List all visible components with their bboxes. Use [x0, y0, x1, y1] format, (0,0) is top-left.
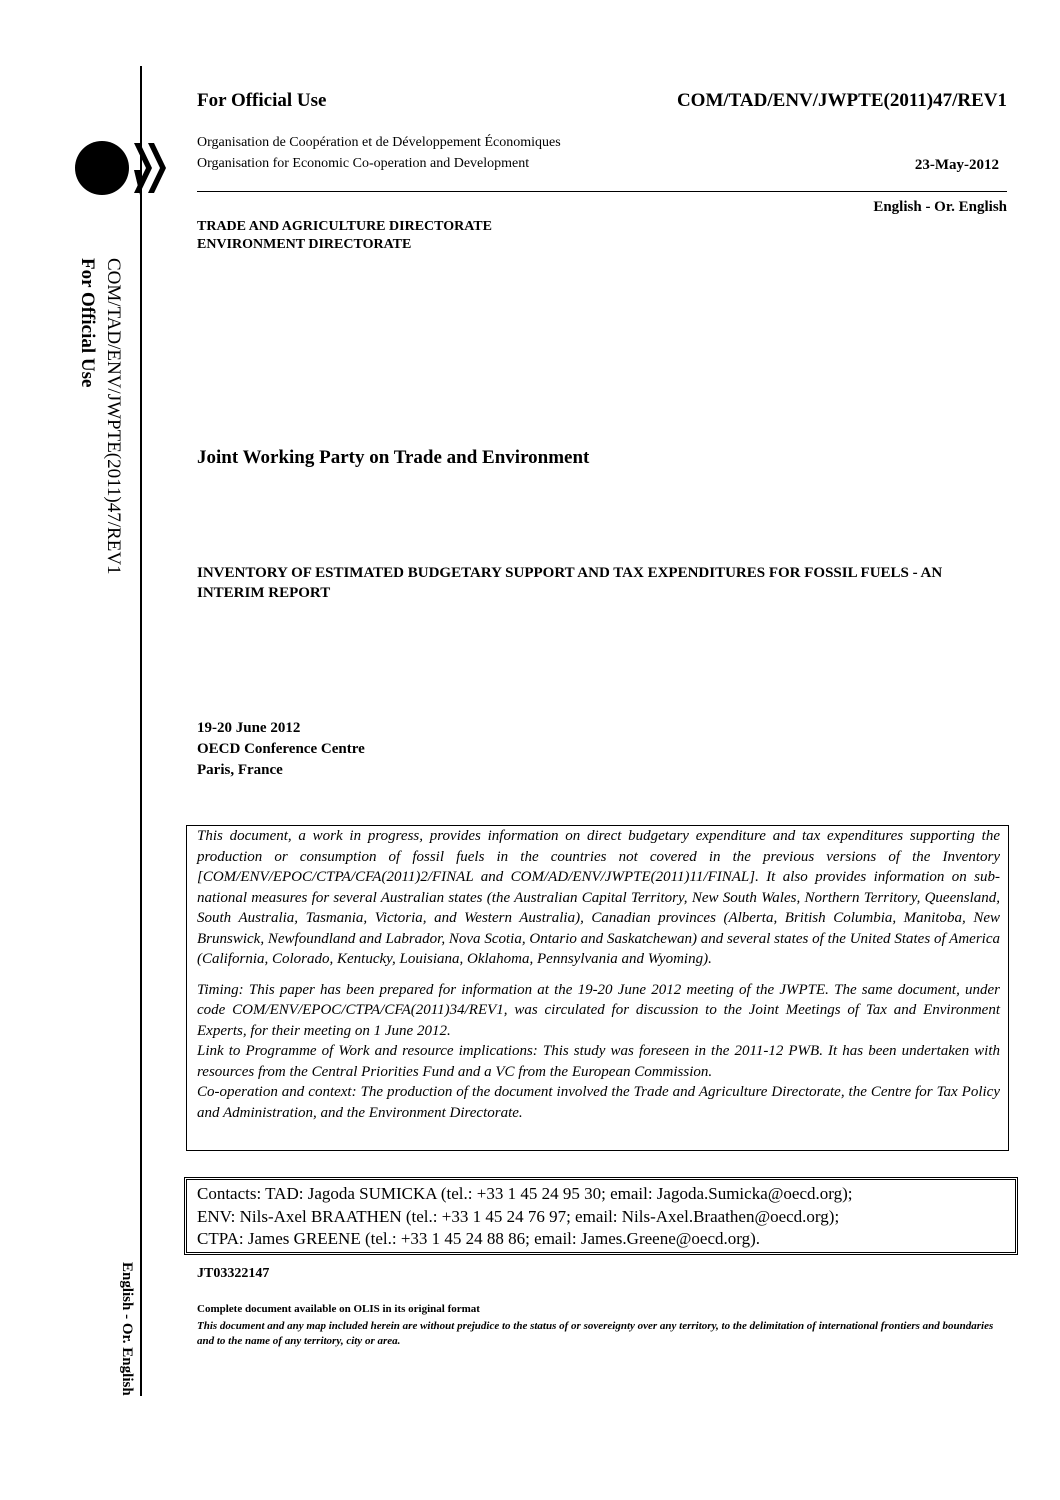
sidebar-doc-code: COM/TAD/ENV/JWPTE(2011)47/REV1	[103, 258, 124, 575]
summary-cooperation: Co-operation and context: The production of the document involved the Trade and Agriculture Directorate, the Centre for Tax Policy and Administration, and the Environment Directorate.	[197, 1084, 1000, 1121]
summary-link: Link to Programme of Work and resource implications: This study was foreseen in the 2011-12 PWB. It has been undertaken with resources from the Central Priorities Fund and a VC from the European Commission.	[197, 1043, 1000, 1080]
summary-box	[186, 825, 1009, 1151]
document-code: COM/TAD/ENV/JWPTE(2011)47/REV1	[676, 90, 1007, 111]
organisation-name-french: Organisation de Coopération et de Développement Économiques	[197, 135, 561, 150]
meeting-details	[197, 718, 365, 781]
classification-label: For Official Use	[197, 90, 327, 111]
directorate-environment: ENVIRONMENT DIRECTORATE	[197, 237, 412, 252]
sidebar-classification: For Official Use	[77, 258, 98, 388]
meeting-city: Paris, France	[197, 762, 283, 778]
document-title: INVENTORY OF ESTIMATED BUDGETARY SUPPORT AND TAX EXPENDITURES FOR FOSSIL FUELS - AN INTERIM REPORT	[197, 565, 943, 601]
document-date: 23-May-2012	[914, 157, 999, 173]
margin-rule	[140, 66, 142, 1396]
document-language: English - Or. English	[873, 199, 1007, 215]
sidebar-language: English - Or. English	[119, 1262, 135, 1396]
contact-env: ENV: Nils-Axel BRAATHEN (tel.: +33 1 45 24 76 97; email: Nils-Axel.Braathen@oecd.org);	[197, 1206, 840, 1226]
directorate-trade-agriculture: TRADE AND AGRICULTURE DIRECTORATE	[197, 219, 492, 234]
olis-note: Complete document available on OLIS in its original format	[197, 1303, 480, 1315]
header-divider	[197, 191, 1007, 192]
meeting-venue: OECD Conference Centre	[197, 741, 365, 757]
oecd-logo-icon	[74, 140, 174, 200]
working-party-name: Joint Working Party on Trade and Environment	[197, 447, 590, 468]
contacts-box	[184, 1177, 1018, 1255]
summary-timing: Timing: This paper has been prepared for information at the 19-20 June 2012 meeting of the JWPTE. The same document, under code COM/ENV/EPOC/CTPA/CFA(2011)34/REV1, was circulated for discussion to the Joint Meetings of Tax and Environment Experts, for their meeting on 1 June 2012.	[197, 981, 1000, 1039]
disclaimer: This document and any map included herein are without prejudice to the status of or sovereignty over any territory, to the delimitation of international frontiers and boundaries and to the name of any territory, city or area.	[197, 1320, 994, 1347]
meeting-dates: 19-20 June 2012	[197, 720, 301, 736]
jt-number: JT03322147	[197, 1266, 270, 1281]
contact-tad: Contacts: TAD: Jagoda SUMICKA (tel.: +33 1 45 24 95 30; email: Jagoda.Sumicka@oecd.org);	[197, 1184, 853, 1203]
organisation-name-english: Organisation for Economic Co-operation and Development	[197, 156, 530, 171]
contact-ctpa: CTPA: James GREENE (tel.: +33 1 45 24 88 86; email: James.Greene@oecd.org).	[197, 1229, 761, 1248]
summary-paragraph: This document, a work in progress, provides information on direct budgetary expenditure and tax expenditures supporting the production or consumption of fossil fuels in the countries not covered in the previous versions of the Inventory [COM/ENV/EPOC/CTPA/CFA(2011)2/FINAL and COM/AD/ENV/JWPTE(2011)11/FINAL]. It also provides information on sub-national measures for several Australian states (the Australian Capital Territory, New South Wales, Northern Territory, Queensland, South Australia, Tasmania, Victoria, and Western Australia), Canadian provinces (Alberta, British Columbia, Manitoba, New Brunswick, Newfoundland and Labrador, Nova Scotia, Ontario and Saskatchewan) and several states of the United States of America (California, Colorado, Kentucky, Louisiana, Oklahoma, Pennsylvania and Wyoming).	[197, 828, 1000, 967]
